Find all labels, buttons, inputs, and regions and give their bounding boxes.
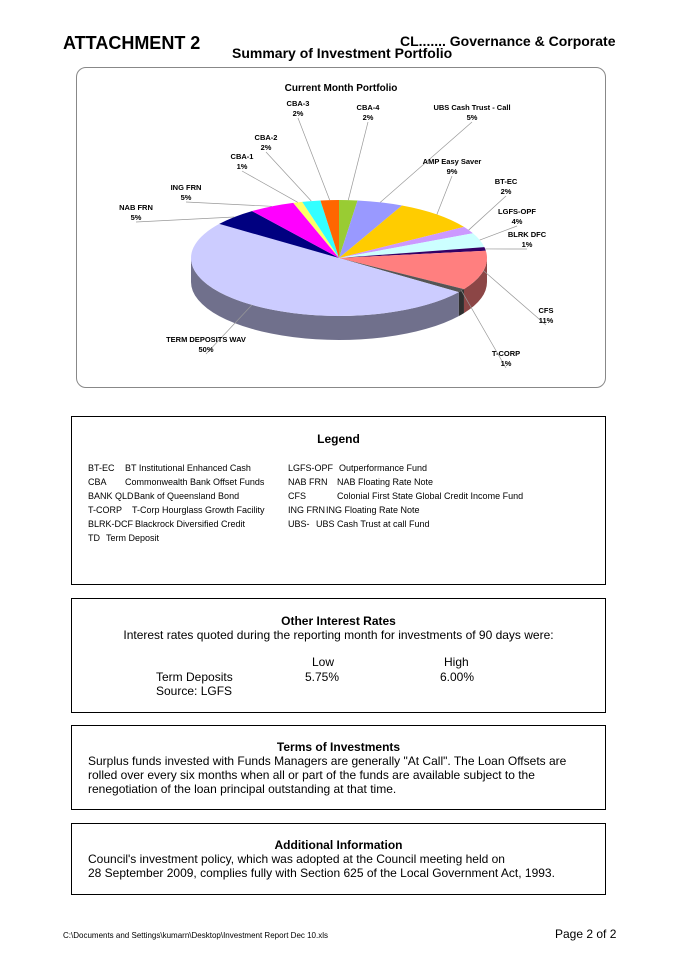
- legend-description: T-Corp Hourglass Growth Facility: [132, 505, 265, 515]
- pie-slice-percent: 5%: [466, 113, 478, 122]
- legend-code: TD: [88, 533, 100, 543]
- legend-code: NAB FRN: [288, 477, 328, 487]
- portfolio-pie-chart: [76, 67, 606, 388]
- legend-description: Commonwealth Bank Offset Funds: [125, 477, 265, 487]
- terms-panel: [71, 725, 606, 810]
- legend-description: Bank of Queensland Bond: [134, 491, 240, 501]
- rates-title: Other Interest Rates: [281, 614, 396, 628]
- pie-slice-label: CBA-1: [230, 152, 254, 161]
- legend-code: BLRK-DCF: [88, 519, 134, 529]
- pie-slice-label: TERM DEPOSITS WAV: [166, 335, 246, 344]
- pie-leader-line: [242, 171, 298, 202]
- pie-slice-percent: 2%: [260, 143, 272, 152]
- terms-line-3: renegotiation of the loan principal outstanding at that time.: [88, 782, 397, 796]
- pie-slice-label: NAB FRN: [119, 203, 153, 212]
- legend-description: Term Deposit: [106, 533, 160, 543]
- pie-leader-line: [298, 118, 330, 200]
- legend-code: LGFS-OPF: [288, 463, 334, 473]
- legend-code: ING FRN: [288, 505, 325, 515]
- chart-title: Current Month Portfolio: [284, 83, 398, 94]
- info-line-2: 28 September 2009, complies fully with Section 625 of the Local Government Act, 1993.: [88, 866, 555, 880]
- pie-slice-percent: 5%: [180, 193, 192, 202]
- rates-source: Source: LGFS: [156, 684, 233, 698]
- pie-slice-label: BT-EC: [494, 177, 518, 186]
- rates-high-value: 6.00%: [440, 670, 475, 684]
- legend-code: BANK QLD: [88, 491, 134, 501]
- pie-slice-label: ING FRN: [170, 183, 202, 192]
- legend-code: CFS: [288, 491, 306, 501]
- rates-high-header: High: [444, 655, 469, 669]
- page-subtitle: Summary of Investment Portfolio: [232, 45, 453, 61]
- legend-description: BT Institutional Enhanced Cash: [125, 463, 251, 473]
- pie-leader-line: [266, 152, 311, 201]
- pie-slice-percent: 4%: [511, 217, 523, 226]
- pie-leader-line: [136, 217, 234, 222]
- pie-slice-percent: 11%: [538, 316, 554, 325]
- pie-slice-label: LGFS-OPF: [498, 207, 536, 216]
- pie-slice-percent: 9%: [446, 167, 458, 176]
- pie-slice-label: T-CORP: [491, 349, 521, 358]
- terms-line-1: Surplus funds invested with Funds Managers are generally "At Call". The Loan Offsets are: [88, 754, 567, 768]
- pie-slice-label: CBA-2: [254, 133, 278, 142]
- department-heading: CL....... Governance & Corporate: [400, 33, 616, 49]
- legend-code: CBA: [88, 477, 107, 487]
- attachment-label: ATTACHMENT 2: [63, 33, 201, 53]
- rates-low-header: Low: [312, 655, 335, 669]
- additional-info-panel: [71, 823, 606, 895]
- pie-slice-label: CBA-3: [286, 99, 310, 108]
- pie-leader-line: [437, 176, 452, 214]
- legend-description: UBS Cash Trust at call Fund: [316, 519, 430, 529]
- pie-slice-percent: 2%: [292, 109, 304, 118]
- pie-slice-percent: 1%: [500, 359, 512, 368]
- rates-intro: Interest rates quoted during the reporting month for investments of 90 days were:: [123, 628, 554, 642]
- legend-description: ING Floating Rate Note: [326, 505, 420, 515]
- pie-slice-label: CBA-4: [356, 103, 380, 112]
- legend-panel: [71, 416, 606, 585]
- legend-code: UBS-: [288, 519, 310, 529]
- footer-page-number: Page 2 of 2: [555, 927, 617, 941]
- pie-slice-percent: 2%: [362, 113, 374, 122]
- rates-low-value: 5.75%: [305, 670, 340, 684]
- info-line-1: Council's investment policy, which was adopted at the Council meeting held on: [88, 852, 505, 866]
- info-title: Additional Information: [274, 838, 403, 852]
- pie-slice-percent: 1%: [521, 240, 533, 249]
- pie-slice-label: UBS Cash Trust - Call: [433, 103, 511, 112]
- pie-leader-line: [348, 122, 368, 200]
- pie-slice-percent: 2%: [500, 187, 512, 196]
- terms-line-2: rolled over every six months when all or part of the funds are available subject to the: [88, 768, 535, 782]
- legend-description: Colonial First State Global Credit Income Fund: [337, 491, 524, 501]
- pie-slice-label: BLRK DFC: [507, 230, 547, 239]
- legend-code: T-CORP: [88, 505, 123, 515]
- pie-leader-line: [186, 202, 272, 206]
- footer-file-path: C:\Documents and Settings\kumarn\Desktop\Investment Report Dec 10.xls: [63, 931, 329, 940]
- pie-slice-percent: 50%: [198, 345, 214, 354]
- legend-description: Blackrock Diversified Credit: [135, 519, 246, 529]
- legend-code: BT-EC: [88, 463, 115, 473]
- legend-description: Outperformance Fund: [339, 463, 428, 473]
- pie-slice-percent: 1%: [236, 162, 248, 171]
- rates-row-label: Term Deposits: [156, 670, 233, 684]
- pie-leader-line: [483, 271, 546, 325]
- pie-slice-label: AMP Easy Saver: [422, 157, 482, 166]
- terms-title: Terms of Investments: [276, 740, 401, 754]
- interest-rates-panel: [71, 598, 606, 713]
- pie-slice-label: CFS: [538, 306, 554, 315]
- legend-title: Legend: [317, 432, 360, 446]
- pie-slice-percent: 5%: [130, 213, 142, 222]
- legend-description: NAB Floating Rate Note: [337, 477, 434, 487]
